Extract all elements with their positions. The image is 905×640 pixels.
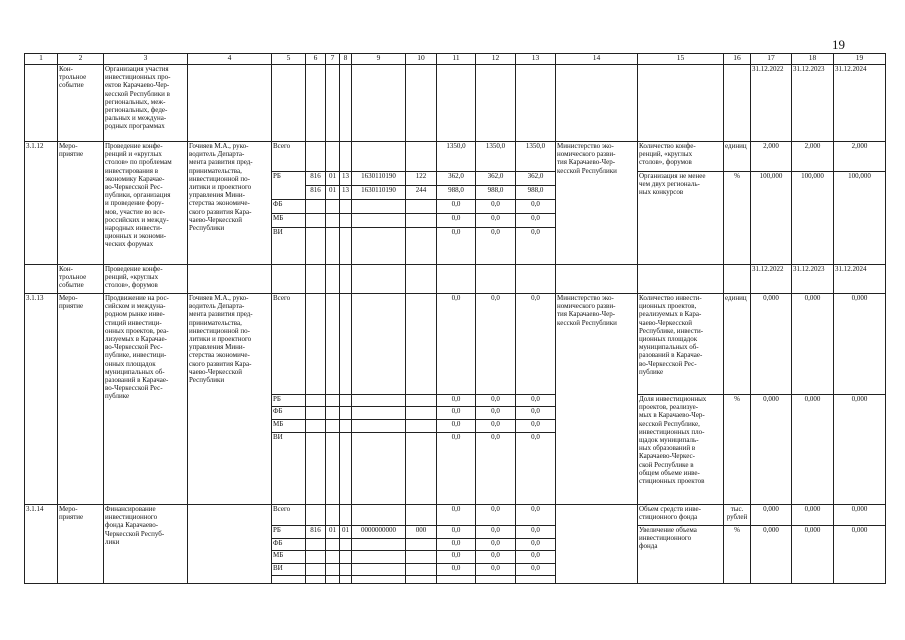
table-cell: 13 xyxy=(340,172,352,186)
table-cell: 0,000 xyxy=(751,395,792,505)
column-number: 7 xyxy=(326,54,340,65)
table-cell: 0,0 xyxy=(437,539,476,551)
table-cell xyxy=(724,65,751,142)
table-cell xyxy=(272,65,306,142)
table-row xyxy=(25,65,886,142)
table-cell: 0,0 xyxy=(516,407,556,420)
table-cell: 0,0 xyxy=(516,564,556,576)
table-cell xyxy=(406,214,437,228)
table-cell xyxy=(272,576,306,584)
table-cell: 2,000 xyxy=(751,142,792,172)
table-cell xyxy=(326,551,340,564)
table-cell: тыс. рублей xyxy=(724,505,751,526)
table-cell: РБ xyxy=(272,395,306,407)
column-number-row xyxy=(25,54,886,65)
page-number: 19 xyxy=(832,37,845,52)
table-cell xyxy=(306,564,326,576)
table-cell xyxy=(406,551,437,564)
table-cell: 0,0 xyxy=(516,526,556,539)
table-cell xyxy=(724,265,751,294)
table-cell: 0,0 xyxy=(476,395,516,407)
table-cell: 0,0 xyxy=(476,433,516,505)
table-cell: Министерство эко- номического разви- тия Карачаево-Чер- кесской Республики xyxy=(556,142,638,265)
table-cell: Проведение конфе- ренций и «круглых столов» по проблемам инвестирования в экономику Карачае- во-Черкесской Рес- публики, организация и проведение фору- мов, участие во все- российских и между- народных инвести- ционных и экономи- ческих форумах xyxy=(104,142,188,265)
column-number: 1 xyxy=(25,54,58,65)
table-cell xyxy=(306,407,326,420)
table-cell xyxy=(188,505,272,584)
table-cell: 362,0 xyxy=(437,172,476,186)
table-cell: Всего xyxy=(272,505,306,526)
column-number: 19 xyxy=(834,54,886,65)
table-cell: Гочияев М.А., руко- водитель Департа- мента развития пред- принимательства, инвестиционной по- литики и проектного управления Мини- стерства экономиче- ского развития Кара- чаево-Черкесской Республики xyxy=(188,142,272,265)
table-cell xyxy=(352,65,406,142)
table-cell: 362,0 xyxy=(516,172,556,186)
table-cell: 0,000 xyxy=(792,505,834,526)
table-cell xyxy=(406,576,437,584)
table-cell xyxy=(406,265,437,294)
table-cell xyxy=(340,564,352,576)
table-cell xyxy=(340,539,352,551)
table-cell: 0,0 xyxy=(437,214,476,228)
table-cell: 1630110190 xyxy=(352,186,406,200)
table-cell xyxy=(188,265,272,294)
table-cell: 000 xyxy=(406,526,437,539)
table-cell xyxy=(306,551,326,564)
table-cell xyxy=(352,564,406,576)
table-cell: 0,0 xyxy=(516,420,556,433)
table-cell: 0,0 xyxy=(476,228,516,265)
table-cell: ВИ xyxy=(272,564,306,576)
table-cell xyxy=(340,551,352,564)
table-cell xyxy=(306,420,326,433)
table-cell: 0,000 xyxy=(834,395,886,505)
table-cell xyxy=(406,228,437,265)
table-cell: 0,0 xyxy=(437,200,476,214)
column-number: 2 xyxy=(58,54,104,65)
table-cell xyxy=(340,228,352,265)
table-cell xyxy=(326,294,340,395)
table-cell xyxy=(340,65,352,142)
table-cell xyxy=(352,433,406,505)
column-number: 10 xyxy=(406,54,437,65)
table-cell: 01 xyxy=(326,526,340,539)
table-cell xyxy=(306,65,326,142)
table-cell xyxy=(516,265,556,294)
table-cell xyxy=(306,395,326,407)
table-cell: Доля инвестиционных проектов, реализуе- мых в Карачаево-Чер- кесской Республике, инвестиционных пло- щадок муниципаль- ных образований в Карачаево-Черкес- ской Республике в общем объеме инве- стиционных проектов xyxy=(638,395,724,505)
table-cell xyxy=(406,65,437,142)
table-cell: 0,0 xyxy=(437,505,476,526)
table-cell: 0,000 xyxy=(792,294,834,395)
table-cell: 0,0 xyxy=(437,228,476,265)
table-cell: Меро- приятие xyxy=(58,142,104,265)
column-number: 11 xyxy=(437,54,476,65)
table-cell xyxy=(352,420,406,433)
table-cell: 0,0 xyxy=(476,420,516,433)
column-number: 5 xyxy=(272,54,306,65)
table-cell xyxy=(326,505,340,526)
table-cell xyxy=(340,505,352,526)
table-cell xyxy=(306,505,326,526)
table-cell: % xyxy=(724,395,751,505)
table-cell xyxy=(326,200,340,214)
table-cell xyxy=(340,200,352,214)
table-cell: 1630110190 xyxy=(352,172,406,186)
table-cell: 31.12.2022 xyxy=(751,65,792,142)
table-cell xyxy=(25,65,58,142)
table-cell: Проведение конфе- ренций, «круглых столов», форумов xyxy=(104,265,188,294)
table-cell: 362,0 xyxy=(476,172,516,186)
table-cell: 31.12.2023 xyxy=(792,265,834,294)
table-cell: Всего xyxy=(272,142,306,172)
table-cell: 1350,0 xyxy=(476,142,516,172)
table-cell xyxy=(326,564,340,576)
table-cell xyxy=(556,265,638,294)
column-number: 12 xyxy=(476,54,516,65)
table-cell: 0,000 xyxy=(792,395,834,505)
table-cell xyxy=(638,265,724,294)
table-cell: Финансирование инвестиционного фонда Карачаево- Черкесской Респуб- лики xyxy=(104,505,188,584)
table-cell: 3.1.12 xyxy=(25,142,58,265)
table-cell: 0,0 xyxy=(516,228,556,265)
table-cell xyxy=(406,420,437,433)
column-number: 3 xyxy=(104,54,188,65)
table-cell xyxy=(406,200,437,214)
table-cell xyxy=(340,265,352,294)
table-cell: 0,0 xyxy=(476,564,516,576)
column-number: 18 xyxy=(792,54,834,65)
table-cell: 3.1.14 xyxy=(25,505,58,584)
table-cell xyxy=(326,433,340,505)
column-number: 9 xyxy=(352,54,406,65)
table-cell: ФБ xyxy=(272,539,306,551)
table-cell xyxy=(340,407,352,420)
table-cell: 31.12.2024 xyxy=(834,265,886,294)
table-cell xyxy=(406,505,437,526)
table-cell: 816 xyxy=(306,526,326,539)
table-cell: 01 xyxy=(340,526,352,539)
table-cell xyxy=(437,576,476,584)
table-cell: 816 xyxy=(306,186,326,200)
column-number: 6 xyxy=(306,54,326,65)
table-cell: 100,000 xyxy=(751,172,792,265)
table-cell: Организация участия инвестиционных про- ектов Карачаево-Чер- кесской Республики в региональных, меж- региональных, феде- ральных и междуна- родных программах xyxy=(104,65,188,142)
table-cell xyxy=(516,576,556,584)
table-cell xyxy=(437,65,476,142)
table-cell: 122 xyxy=(406,172,437,186)
table-cell: 0,0 xyxy=(516,200,556,214)
table-cell: 0,0 xyxy=(516,294,556,395)
table-cell xyxy=(306,265,326,294)
table-cell: Меро- приятие xyxy=(58,294,104,505)
table-cell: 0,000 xyxy=(751,505,792,526)
table-cell: 0000000000 xyxy=(352,526,406,539)
column-number: 17 xyxy=(751,54,792,65)
table-cell: 0,0 xyxy=(476,526,516,539)
table-cell: 0,0 xyxy=(476,294,516,395)
table-cell: Всего xyxy=(272,294,306,395)
table-cell: 0,0 xyxy=(516,505,556,526)
column-number: 15 xyxy=(638,54,724,65)
table-cell xyxy=(272,265,306,294)
table-cell: ФБ xyxy=(272,200,306,214)
table-cell xyxy=(406,539,437,551)
table-cell xyxy=(352,407,406,420)
table-cell xyxy=(352,505,406,526)
table-cell: Организация не менее чем двух региональ- ных конкурсов xyxy=(638,172,724,265)
table-cell: 0,0 xyxy=(437,433,476,505)
table-cell xyxy=(406,564,437,576)
table-cell xyxy=(352,395,406,407)
table-cell xyxy=(340,395,352,407)
table-cell: 0,0 xyxy=(437,395,476,407)
table-cell: МБ xyxy=(272,214,306,228)
table-cell xyxy=(556,505,638,584)
table-cell: Гочияев М.А., руко- водитель Департа- мента развития пред- принимательства, инвестиционной по- литики и проектного управления Мини- стерства экономиче- ского развития Кара- чаево-Черкесской Республики xyxy=(188,294,272,505)
table-cell: 0,000 xyxy=(834,294,886,395)
table-cell: 0,0 xyxy=(437,294,476,395)
table-cell: 988,0 xyxy=(516,186,556,200)
table-cell xyxy=(476,576,516,584)
table-cell: Министерство эко- номического разви- тия Карачаево-Чер- кесской Республики xyxy=(556,294,638,505)
table-cell: ВИ xyxy=(272,433,306,505)
table-cell xyxy=(326,265,340,294)
table-cell: 0,0 xyxy=(437,407,476,420)
table-cell xyxy=(306,294,326,395)
column-number: 13 xyxy=(516,54,556,65)
table-cell xyxy=(326,539,340,551)
table-cell xyxy=(25,265,58,294)
table-cell xyxy=(352,214,406,228)
table-cell xyxy=(340,576,352,584)
table-cell: 0,0 xyxy=(516,395,556,407)
table-cell xyxy=(352,294,406,395)
table-cell: 0,0 xyxy=(476,551,516,564)
table-cell xyxy=(326,214,340,228)
table-cell: 2,000 xyxy=(792,142,834,172)
table-cell xyxy=(326,576,340,584)
table-cell xyxy=(326,228,340,265)
column-number: 16 xyxy=(724,54,751,65)
table-cell xyxy=(340,433,352,505)
table-row xyxy=(25,505,886,526)
activities-table xyxy=(24,53,886,584)
table-cell: Кон- трольное событие xyxy=(58,65,104,142)
table-cell: 816 xyxy=(306,172,326,186)
table-cell: 31.12.2023 xyxy=(792,65,834,142)
table-cell: 988,0 xyxy=(476,186,516,200)
table-cell xyxy=(352,265,406,294)
table-cell xyxy=(352,551,406,564)
table-cell: 100,000 xyxy=(834,172,886,265)
table-cell: % xyxy=(724,172,751,265)
table-cell xyxy=(406,142,437,172)
table-cell xyxy=(476,265,516,294)
table-cell xyxy=(638,65,724,142)
table-cell: Количество инвести- ционных проектов, реализуемых в Кара- чаево-Черкесской Республике, инвести- ционных площадок муниципальных об- разований в Карачае- во-Черкесской Рес- публике xyxy=(638,294,724,395)
table-cell: 0,0 xyxy=(476,200,516,214)
table-cell: 0,000 xyxy=(834,505,886,526)
table-cell xyxy=(326,407,340,420)
table-cell xyxy=(306,200,326,214)
table-cell: 0,0 xyxy=(437,551,476,564)
table-cell: 0,0 xyxy=(516,433,556,505)
table-cell: 0,0 xyxy=(476,505,516,526)
table-cell: 0,000 xyxy=(834,526,886,584)
table-row xyxy=(25,265,886,294)
table-row xyxy=(25,142,886,172)
table-cell xyxy=(406,395,437,407)
table-cell: 31.12.2024 xyxy=(834,65,886,142)
table-cell: 0,000 xyxy=(751,526,792,584)
table-cell: 01 xyxy=(326,172,340,186)
table-cell xyxy=(306,433,326,505)
table-cell: 0,0 xyxy=(437,420,476,433)
table-cell: 0,0 xyxy=(437,526,476,539)
table-cell xyxy=(352,142,406,172)
table-cell: 31.12.2022 xyxy=(751,265,792,294)
table-cell: 244 xyxy=(406,186,437,200)
table-cell: 0,0 xyxy=(476,407,516,420)
table-cell xyxy=(406,294,437,395)
table-cell: 988,0 xyxy=(437,186,476,200)
table-cell: Кон- трольное событие xyxy=(58,265,104,294)
column-number: 8 xyxy=(340,54,352,65)
table-cell: 0,0 xyxy=(437,564,476,576)
table-cell xyxy=(326,65,340,142)
table-cell: % xyxy=(724,526,751,584)
table-cell: МБ xyxy=(272,420,306,433)
table-cell: 1350,0 xyxy=(437,142,476,172)
table-cell: 0,0 xyxy=(516,551,556,564)
table-cell xyxy=(326,420,340,433)
table-cell xyxy=(406,407,437,420)
table-cell: Объем средств инве- стиционного фонда xyxy=(638,505,724,526)
table-body xyxy=(25,54,886,584)
table-cell: 1350,0 xyxy=(516,142,556,172)
table-cell xyxy=(352,576,406,584)
table-cell: единиц xyxy=(724,142,751,172)
table-cell: 01 xyxy=(326,186,340,200)
table-cell: РБ xyxy=(272,526,306,539)
table-cell xyxy=(306,214,326,228)
table-cell xyxy=(306,142,326,172)
table-cell xyxy=(556,65,638,142)
table-cell: 100,000 xyxy=(792,172,834,265)
program-table xyxy=(24,53,886,584)
table-cell: РБ xyxy=(272,172,306,200)
table-cell: ВИ xyxy=(272,228,306,265)
table-cell: Меро- приятие xyxy=(58,505,104,584)
table-cell xyxy=(306,576,326,584)
table-cell xyxy=(306,539,326,551)
table-cell xyxy=(352,200,406,214)
table-cell xyxy=(340,420,352,433)
table-cell xyxy=(326,395,340,407)
table-cell: Количество конфе- ренций, «круглых столов», форумов xyxy=(638,142,724,172)
table-cell: 0,0 xyxy=(476,214,516,228)
table-cell xyxy=(340,214,352,228)
table-cell xyxy=(406,433,437,505)
table-cell xyxy=(188,65,272,142)
table-row xyxy=(25,294,886,395)
table-cell xyxy=(516,65,556,142)
column-number: 14 xyxy=(556,54,638,65)
table-cell: Продвижение на рос- сийском и междуна- родном рынке инве- стиций инвестици- онных проектов, реа- лизуемых в Карачае- во-Черкесской Рес- публике, инвестици- онных площадок муниципальных об- разований в Карачае- во-Черкесской Рес- публике xyxy=(104,294,188,505)
table-cell: единиц xyxy=(724,294,751,395)
table-cell: 3.1.13 xyxy=(25,294,58,505)
table-cell: 0,000 xyxy=(751,294,792,395)
table-cell: 0,0 xyxy=(516,539,556,551)
table-cell: 0,0 xyxy=(476,539,516,551)
table-cell xyxy=(352,228,406,265)
table-cell xyxy=(340,142,352,172)
table-cell: 0,000 xyxy=(792,526,834,584)
column-number: 4 xyxy=(188,54,272,65)
table-cell xyxy=(340,294,352,395)
table-cell xyxy=(437,265,476,294)
table-cell: 2,000 xyxy=(834,142,886,172)
table-cell: ФБ xyxy=(272,407,306,420)
table-cell: Увеличение объема инвестиционного фонда xyxy=(638,526,724,584)
table-cell: МБ xyxy=(272,551,306,564)
table-cell: 0,0 xyxy=(516,214,556,228)
table-cell xyxy=(476,65,516,142)
table-cell xyxy=(352,539,406,551)
table-cell xyxy=(326,142,340,172)
table-cell xyxy=(306,228,326,265)
table-cell: 13 xyxy=(340,186,352,200)
